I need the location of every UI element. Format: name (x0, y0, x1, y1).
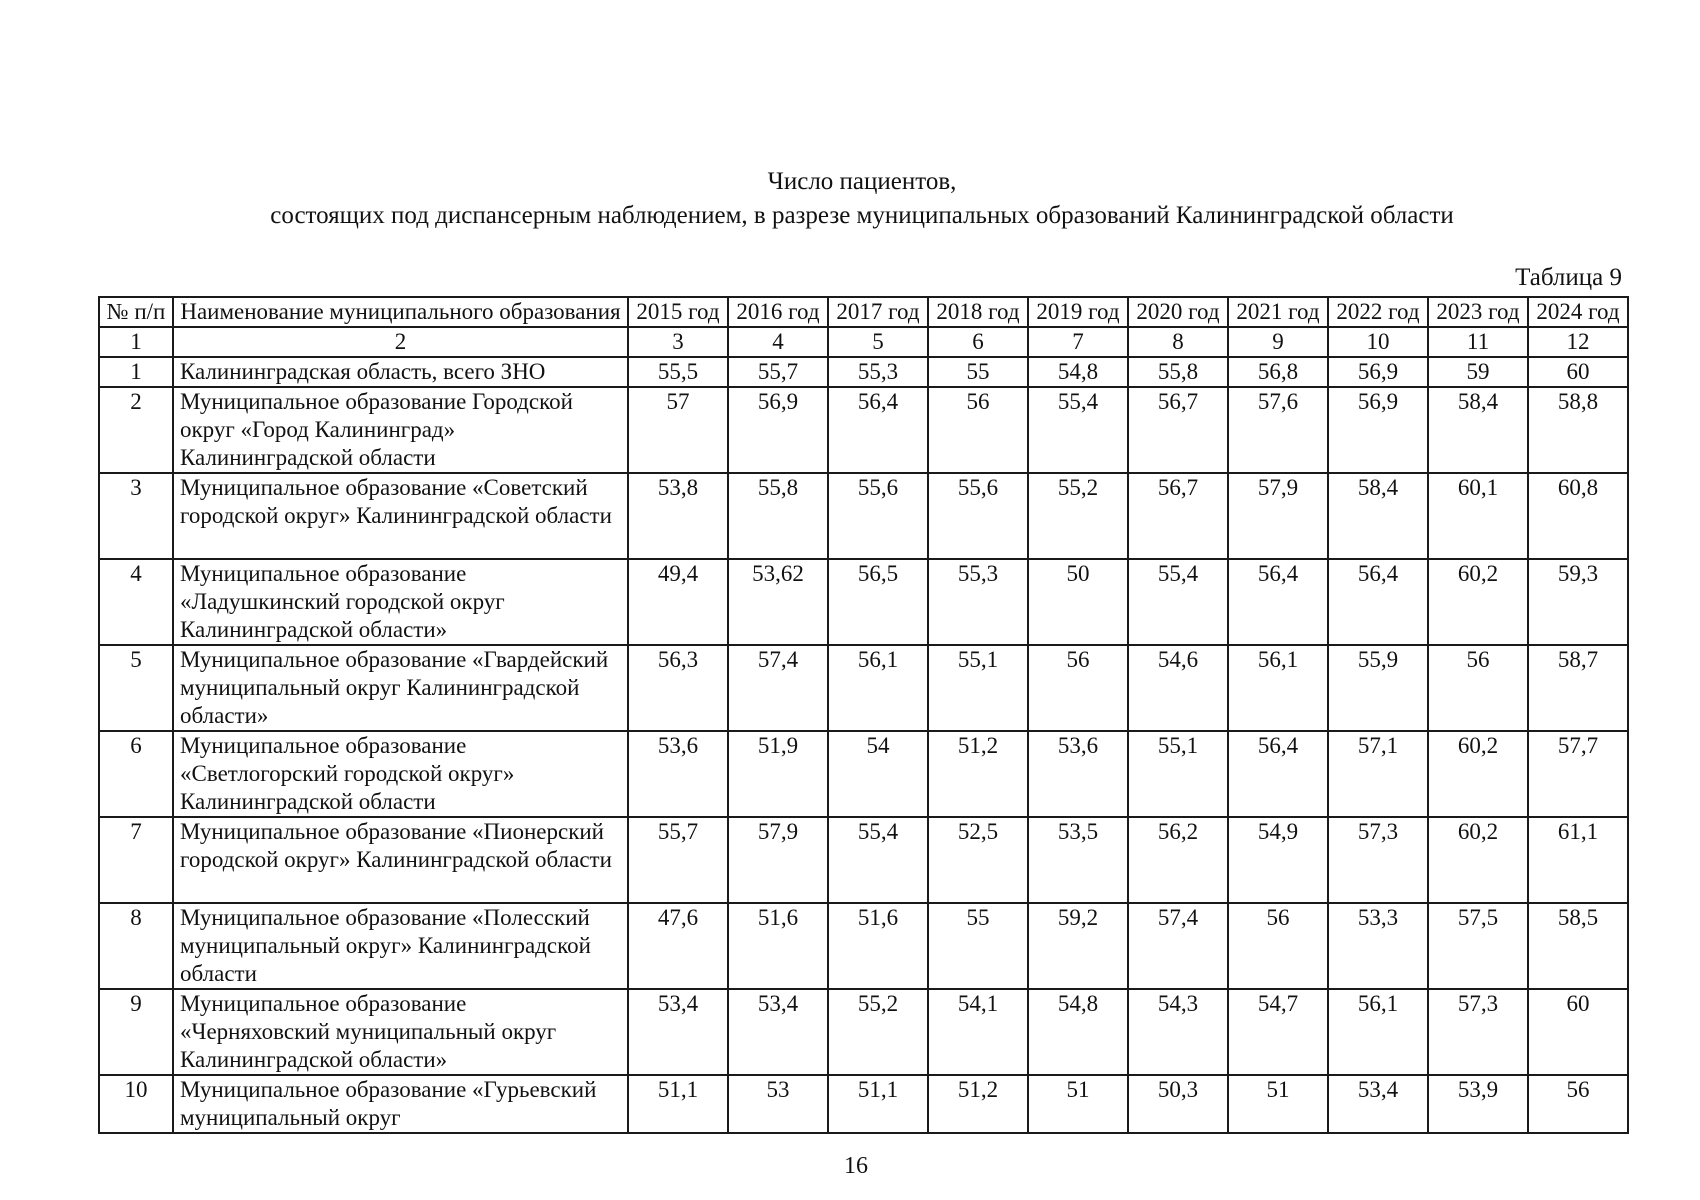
value-cell: 56 (1428, 645, 1528, 731)
value-cell: 58,8 (1528, 387, 1628, 473)
municipality-name-cell: Муниципальное образование «Советский городской округ» Калининградской области (173, 473, 628, 559)
value-cell: 55,6 (928, 473, 1028, 559)
value-cell: 56 (1528, 1075, 1628, 1133)
value-cell: 53,3 (1328, 903, 1428, 989)
value-cell: 55 (928, 903, 1028, 989)
row-number-cell: 2 (99, 387, 173, 473)
value-cell: 56,9 (728, 387, 828, 473)
header-year: 2018 год (928, 297, 1028, 327)
value-cell: 56,9 (1328, 387, 1428, 473)
value-cell: 58,4 (1328, 473, 1428, 559)
value-cell: 58,4 (1428, 387, 1528, 473)
value-cell: 47,6 (628, 903, 728, 989)
table-label: Таблица 9 (1515, 264, 1622, 291)
value-cell: 56,2 (1128, 817, 1228, 903)
row-number-cell: 10 (99, 1075, 173, 1133)
header-no: № п/п (99, 297, 173, 327)
column-index-cell: 1 (99, 327, 173, 357)
table-header-row (99, 297, 1628, 327)
value-cell: 51,1 (628, 1075, 728, 1133)
value-cell: 57 (628, 387, 728, 473)
value-cell: 55,7 (628, 817, 728, 903)
value-cell: 60,8 (1528, 473, 1628, 559)
value-cell: 55,2 (1028, 473, 1128, 559)
value-cell: 60 (1528, 357, 1628, 387)
table-row (99, 645, 1628, 731)
value-cell: 56,7 (1128, 387, 1228, 473)
value-cell: 54,3 (1128, 989, 1228, 1075)
value-cell: 57,5 (1428, 903, 1528, 989)
value-cell: 56,7 (1128, 473, 1228, 559)
value-cell: 51,2 (928, 731, 1028, 817)
value-cell: 60,2 (1428, 817, 1528, 903)
value-cell: 55,8 (1128, 357, 1228, 387)
column-index-row (99, 327, 1628, 357)
value-cell: 53,6 (628, 731, 728, 817)
value-cell: 55,5 (628, 357, 728, 387)
municipality-name-cell: Муниципальное образование «Черняховский муниципальный округ Калининградской области» (173, 989, 628, 1075)
value-cell: 54,7 (1228, 989, 1328, 1075)
value-cell: 55,3 (828, 357, 928, 387)
column-index-cell: 11 (1428, 327, 1528, 357)
value-cell: 60,1 (1428, 473, 1528, 559)
value-cell: 58,7 (1528, 645, 1628, 731)
table-row (99, 357, 1628, 387)
value-cell: 57,4 (728, 645, 828, 731)
value-cell: 55,4 (1028, 387, 1128, 473)
value-cell: 55,1 (928, 645, 1028, 731)
value-cell: 53,4 (1328, 1075, 1428, 1133)
column-index-cell: 3 (628, 327, 728, 357)
value-cell: 50 (1028, 559, 1128, 645)
value-cell: 57,6 (1228, 387, 1328, 473)
row-number-cell: 5 (99, 645, 173, 731)
header-year: 2019 год (1028, 297, 1128, 327)
value-cell: 56 (1228, 903, 1328, 989)
header-year: 2023 год (1428, 297, 1528, 327)
value-cell: 55,1 (1128, 731, 1228, 817)
value-cell: 56,4 (1228, 731, 1328, 817)
table-row (99, 1075, 1628, 1133)
header-year: 2016 год (728, 297, 828, 327)
value-cell: 55,4 (828, 817, 928, 903)
value-cell: 57,4 (1128, 903, 1228, 989)
value-cell: 53,4 (728, 989, 828, 1075)
value-cell: 49,4 (628, 559, 728, 645)
column-index-cell: 5 (828, 327, 928, 357)
data-table (98, 296, 1629, 1134)
table-row (99, 731, 1628, 817)
column-index-cell: 2 (173, 327, 628, 357)
municipality-name-cell: Муниципальное образование Городской округ «Город Калининград» Калининградской области (173, 387, 628, 473)
table-row (99, 559, 1628, 645)
value-cell: 55,8 (728, 473, 828, 559)
column-index-cell: 7 (1028, 327, 1128, 357)
value-cell: 55,7 (728, 357, 828, 387)
value-cell: 55,3 (928, 559, 1028, 645)
value-cell: 57,9 (728, 817, 828, 903)
value-cell: 54 (828, 731, 928, 817)
value-cell: 56,1 (828, 645, 928, 731)
header-year: 2020 год (1128, 297, 1228, 327)
municipality-name-cell: Муниципальное образование «Гвардейский муниципальный округ Калининградской области» (173, 645, 628, 731)
row-number-cell: 3 (99, 473, 173, 559)
column-index-cell: 9 (1228, 327, 1328, 357)
value-cell: 53,8 (628, 473, 728, 559)
header-year: 2022 год (1328, 297, 1428, 327)
value-cell: 59,2 (1028, 903, 1128, 989)
value-cell: 56,5 (828, 559, 928, 645)
value-cell: 57,3 (1428, 989, 1528, 1075)
value-cell: 53,6 (1028, 731, 1128, 817)
row-number-cell: 6 (99, 731, 173, 817)
row-number-cell: 4 (99, 559, 173, 645)
value-cell: 58,5 (1528, 903, 1628, 989)
value-cell: 53,5 (1028, 817, 1128, 903)
value-cell: 55,6 (828, 473, 928, 559)
column-index-cell: 6 (928, 327, 1028, 357)
value-cell: 60 (1528, 989, 1628, 1075)
municipality-name-cell: Муниципальное образование «Светлогорский городской округ» Калининградской области (173, 731, 628, 817)
value-cell: 51,6 (728, 903, 828, 989)
row-number-cell: 8 (99, 903, 173, 989)
column-index-cell: 4 (728, 327, 828, 357)
value-cell: 59,3 (1528, 559, 1628, 645)
value-cell: 55,2 (828, 989, 928, 1075)
value-cell: 56 (1028, 645, 1128, 731)
table-row (99, 903, 1628, 989)
municipality-name-cell: Муниципальное образование «Гурьевский муниципальный округ (173, 1075, 628, 1133)
value-cell: 54,6 (1128, 645, 1228, 731)
value-cell: 54,1 (928, 989, 1028, 1075)
header-year: 2017 год (828, 297, 928, 327)
value-cell: 50,3 (1128, 1075, 1228, 1133)
table-row (99, 387, 1628, 473)
value-cell: 56,3 (628, 645, 728, 731)
value-cell: 51 (1228, 1075, 1328, 1133)
value-cell: 60,2 (1428, 559, 1528, 645)
row-number-cell: 1 (99, 357, 173, 387)
document-subtitle: состоящих под диспансерным наблюдением, в разрезе муниципальных образований Калининградской области (270, 202, 1454, 229)
value-cell: 53,62 (728, 559, 828, 645)
header-year: 2015 год (628, 297, 728, 327)
municipality-name-cell: Муниципальное образование «Полесский муниципальный округ» Калининградской области (173, 903, 628, 989)
municipality-name-cell: Муниципальное образование «Пионерский городской округ» Калининградской области (173, 817, 628, 903)
table-row (99, 473, 1628, 559)
value-cell: 54,9 (1228, 817, 1328, 903)
value-cell: 52,5 (928, 817, 1028, 903)
value-cell: 56,4 (1228, 559, 1328, 645)
column-index-cell: 10 (1328, 327, 1428, 357)
table-row (99, 989, 1628, 1075)
value-cell: 51,2 (928, 1075, 1028, 1133)
value-cell: 56,4 (1328, 559, 1428, 645)
value-cell: 51,6 (828, 903, 928, 989)
value-cell: 51,1 (828, 1075, 928, 1133)
value-cell: 59 (1428, 357, 1528, 387)
municipality-name-cell: Калининградская область, всего ЗНО (173, 357, 628, 387)
page-number: 16 (844, 1153, 868, 1179)
municipality-name-cell: Муниципальное образование «Ладушкинский городской округ Калининградской области» (173, 559, 628, 645)
column-index-cell: 12 (1528, 327, 1628, 357)
value-cell: 51,9 (728, 731, 828, 817)
header-year: 2024 год (1528, 297, 1628, 327)
value-cell: 54,8 (1028, 989, 1128, 1075)
table-row (99, 817, 1628, 903)
value-cell: 61,1 (1528, 817, 1628, 903)
value-cell: 55,4 (1128, 559, 1228, 645)
header-year: 2021 год (1228, 297, 1328, 327)
value-cell: 56,1 (1228, 645, 1328, 731)
value-cell: 57,1 (1328, 731, 1428, 817)
value-cell: 53,9 (1428, 1075, 1528, 1133)
value-cell: 56,1 (1328, 989, 1428, 1075)
value-cell: 53,4 (628, 989, 728, 1075)
value-cell: 56 (928, 387, 1028, 473)
value-cell: 54,8 (1028, 357, 1128, 387)
value-cell: 51 (1028, 1075, 1128, 1133)
row-number-cell: 9 (99, 989, 173, 1075)
document-title: Число пациентов, (767, 168, 957, 195)
value-cell: 53 (728, 1075, 828, 1133)
value-cell: 55,9 (1328, 645, 1428, 731)
value-cell: 56,4 (828, 387, 928, 473)
value-cell: 55 (928, 357, 1028, 387)
row-number-cell: 7 (99, 817, 173, 903)
header-name: Наименование муниципального образования (173, 297, 628, 327)
value-cell: 56,9 (1328, 357, 1428, 387)
value-cell: 57,7 (1528, 731, 1628, 817)
value-cell: 57,9 (1228, 473, 1328, 559)
value-cell: 60,2 (1428, 731, 1528, 817)
value-cell: 57,3 (1328, 817, 1428, 903)
value-cell: 56,8 (1228, 357, 1328, 387)
column-index-cell: 8 (1128, 327, 1228, 357)
